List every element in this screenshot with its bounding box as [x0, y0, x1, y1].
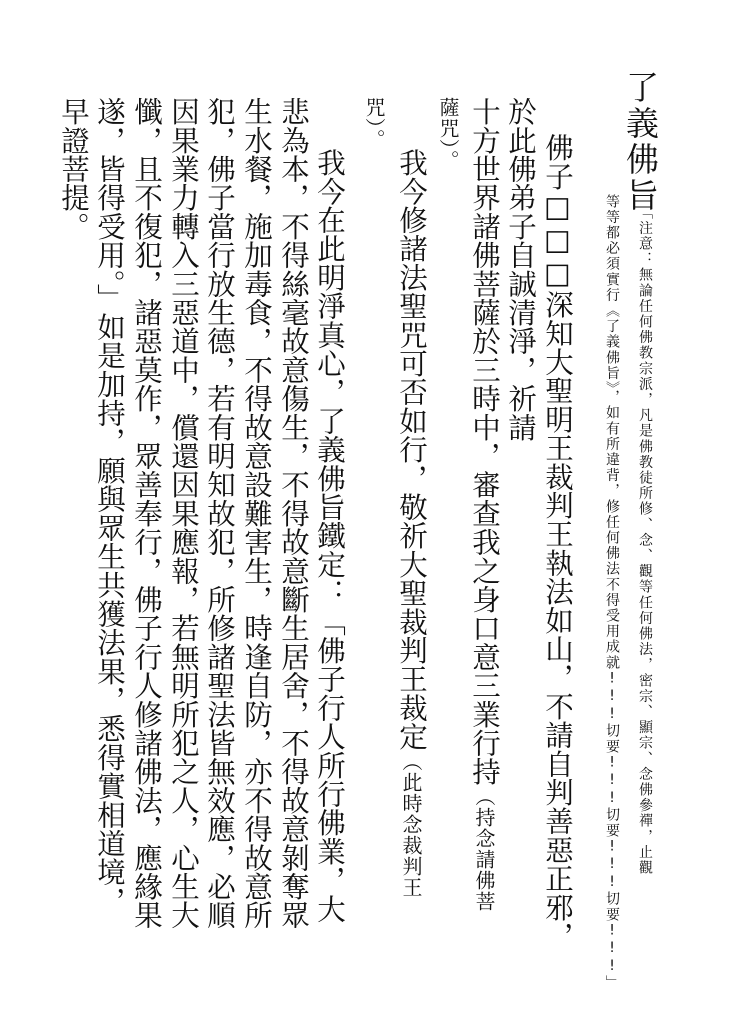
text-column: [92, 97, 126, 915]
column-annotation: （此時念裁判王: [399, 750, 423, 898]
note-line-1: 「注意：無論任何佛教宗派，凡是佛教徒所修、念、觀等任何佛法，密宗、顯宗、念佛參禪，止觀: [637, 205, 653, 876]
text-column: [540, 133, 574, 950]
column-text: 十方世界諸佛菩薩於三時中，審查我之身口意三業行持: [468, 97, 501, 786]
note-line-2: 等等都必須實行《了義佛旨》，如有所違背，修任何佛法不得受用成就!!!切要!!!切要!!!切要!!!」: [604, 194, 620, 991]
column-text: 悲為本，不得絲毫故意傷生，不得故意斷生居舍，不得故意剝奪眾: [277, 97, 310, 930]
page-title: 了義佛旨: [621, 70, 660, 214]
column-text: 我今修諸法聖咒可否如行，敬祈大聖裁判王裁定: [395, 148, 428, 751]
text-column: [467, 97, 501, 912]
column-text: 懺，且不復犯，諸惡莫作，眾善奉行，佛子行人修諸佛法，應緣果: [130, 97, 163, 930]
text-column: [312, 148, 346, 923]
column-text: 我今在此明淨真心，了義佛旨鐵定：「佛子行人所行佛業，大: [313, 148, 346, 923]
column-annotation: 薩咒）。: [436, 97, 460, 171]
text-column: [56, 97, 90, 241]
column-annotation: 咒）。: [362, 97, 386, 150]
text-column: [166, 97, 200, 929]
text-column: [394, 148, 428, 898]
column-text: 佛子□□□深知大聖明王裁判王執法如山，不請自判善惡正邪，: [541, 133, 574, 951]
text-column: [503, 97, 537, 441]
text-column: [276, 97, 310, 929]
text-column: [202, 97, 236, 929]
column-text: 早證菩提。: [57, 97, 90, 241]
text-column: [239, 97, 273, 929]
column-text: 於此佛弟子自誠清淨，祈請: [504, 97, 537, 442]
text-column: [129, 97, 163, 929]
text-column: [431, 97, 465, 171]
column-annotation: （持念請佛菩: [472, 785, 496, 912]
column-text: 生水餐，施加毒食，不得故意設難害生，時逢自防，亦不得故意所: [240, 97, 273, 930]
column-text: 因果業力轉入三惡道中，償還因果應報，若無明所犯之人，心生大: [167, 97, 200, 930]
text-column: [357, 97, 391, 150]
column-text: 遂，皆得受用。」如是加持，願與眾生共獲法果，悉得實相道境，: [93, 97, 126, 916]
column-text: 犯，佛子當行放生德，若有明知故犯，所修諸聖法皆無效應，必順: [203, 97, 236, 930]
